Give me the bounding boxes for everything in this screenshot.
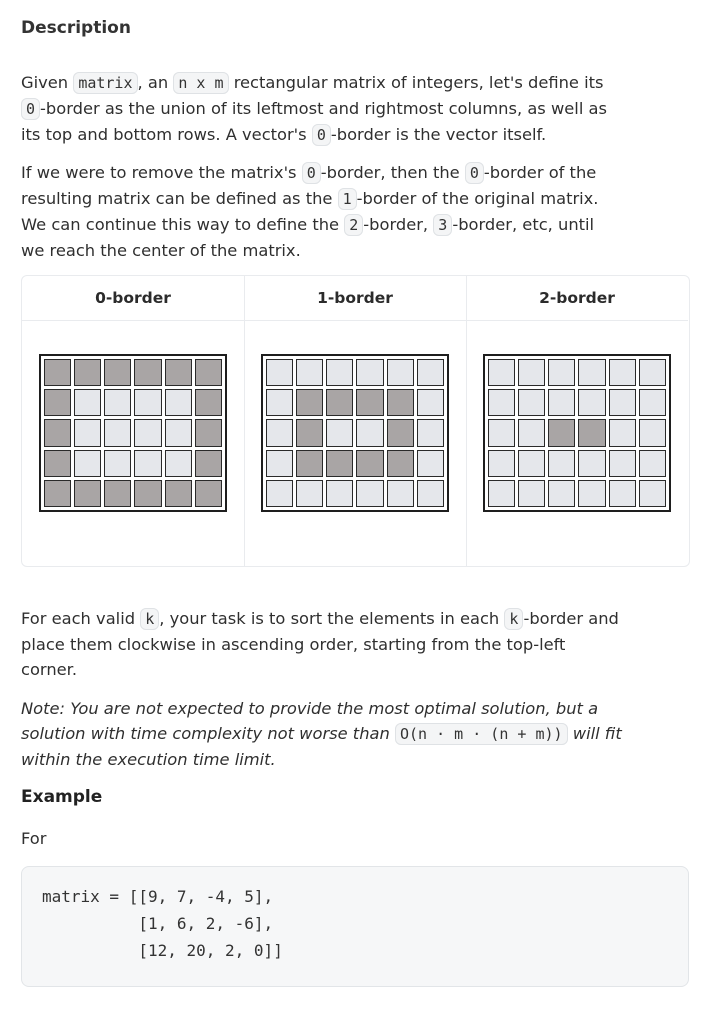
matrix-cell xyxy=(417,389,444,416)
matrix-cell xyxy=(266,450,293,477)
matrix-cell xyxy=(387,450,414,477)
matrix-cell xyxy=(326,450,353,477)
matrix-cell xyxy=(195,389,222,416)
inline-code-zero: 0 xyxy=(302,162,321,184)
text: rectangular matrix of integers, let's define its xyxy=(233,73,604,92)
matrix-cell xyxy=(266,419,293,446)
matrix-cell xyxy=(417,450,444,477)
example-code-block xyxy=(21,866,689,987)
matrix-grid-0-border xyxy=(39,354,227,512)
inline-code-zero: 0 xyxy=(465,162,484,184)
matrix-cell xyxy=(134,389,161,416)
matrix-cell xyxy=(326,389,353,416)
text: -border and xyxy=(523,609,619,628)
inline-code-complexity: O(n · m · (n + m)) xyxy=(395,723,568,745)
matrix-cell xyxy=(195,359,222,386)
matrix-cell xyxy=(134,480,161,507)
matrix-cell xyxy=(548,359,575,386)
matrix-cell xyxy=(518,389,545,416)
matrix-cell xyxy=(104,450,131,477)
matrix-cell xyxy=(165,359,192,386)
column-0-border xyxy=(22,276,245,566)
text: -border of the xyxy=(483,163,597,182)
inline-code-k: k xyxy=(504,608,523,630)
matrix-cell xyxy=(74,450,101,477)
text: Note: You are not expected to provide the most optimal solution, but a xyxy=(21,699,599,718)
matrix-cell xyxy=(165,450,192,477)
text: its top and bottom rows. A vector's xyxy=(21,125,307,144)
code-line: matrix = [[9, 7, -4, 5], xyxy=(42,887,274,906)
matrix-cell xyxy=(195,480,222,507)
table-header: 1-border xyxy=(244,276,466,321)
matrix-cell xyxy=(387,480,414,507)
matrix-cell xyxy=(266,480,293,507)
text: , an xyxy=(137,73,169,92)
column-2-border xyxy=(466,276,688,566)
paragraph-borders xyxy=(21,160,691,263)
matrix-cell xyxy=(578,419,605,446)
matrix-cell xyxy=(548,480,575,507)
matrix-cell xyxy=(609,450,636,477)
text: -border as the union of its leftmost and rightmost columns, as well as xyxy=(40,99,607,118)
matrix-cell xyxy=(518,419,545,446)
paragraph-definition xyxy=(21,70,691,148)
matrix-cell xyxy=(165,480,192,507)
matrix-cell xyxy=(195,419,222,446)
matrix-cell xyxy=(578,480,605,507)
matrix-cell xyxy=(417,419,444,446)
text: For each valid xyxy=(21,609,136,628)
matrix-cell xyxy=(548,389,575,416)
paragraph-task xyxy=(21,606,691,682)
matrix-cell xyxy=(417,359,444,386)
matrix-cell xyxy=(387,419,414,446)
matrix-cell xyxy=(518,450,545,477)
text: will fit xyxy=(572,724,622,743)
matrix-cell xyxy=(44,480,71,507)
matrix-cell xyxy=(104,480,131,507)
matrix-cell xyxy=(609,480,636,507)
matrix-cell xyxy=(387,359,414,386)
text: -border, then the xyxy=(320,163,460,182)
matrix-cell xyxy=(326,359,353,386)
matrix-cell xyxy=(548,419,575,446)
inline-code-zero: 0 xyxy=(21,98,40,120)
text: solution with time complexity not worse than xyxy=(21,724,390,743)
matrix-cell xyxy=(488,419,515,446)
matrix-cell xyxy=(296,480,323,507)
matrix-cell xyxy=(104,359,131,386)
matrix-cell xyxy=(609,359,636,386)
matrix-cell xyxy=(578,359,605,386)
matrix-cell xyxy=(74,359,101,386)
section-heading-example: Example xyxy=(21,787,103,807)
matrix-cell xyxy=(266,389,293,416)
inline-code-zero: 0 xyxy=(312,124,331,146)
text: , your task is to sort the elements in each xyxy=(159,609,500,628)
matrix-cell xyxy=(488,480,515,507)
matrix-cell xyxy=(165,389,192,416)
inline-code-two: 2 xyxy=(344,214,363,236)
matrix-cell xyxy=(296,389,323,416)
inline-code-one: 1 xyxy=(338,188,357,210)
matrix-cell xyxy=(639,480,666,507)
code-line: [1, 6, 2, -6], xyxy=(42,914,274,933)
text: we reach the center of the matrix. xyxy=(21,241,301,260)
matrix-cell xyxy=(387,389,414,416)
inline-code-matrix: matrix xyxy=(73,72,137,94)
matrix-cell xyxy=(74,419,101,446)
matrix-cell xyxy=(356,450,383,477)
matrix-cell xyxy=(417,480,444,507)
text: place them clockwise in ascending order, starting from the top-left xyxy=(21,635,566,654)
matrix-grid-2-border xyxy=(483,354,671,512)
text: -border, xyxy=(363,215,429,234)
matrix-cell xyxy=(488,389,515,416)
text: within the execution time limit. xyxy=(21,750,276,769)
matrix-cell xyxy=(356,419,383,446)
matrix-cell xyxy=(578,450,605,477)
text: Given xyxy=(21,73,69,92)
text: corner. xyxy=(21,660,78,679)
matrix-cell xyxy=(165,419,192,446)
matrix-cell xyxy=(44,419,71,446)
matrix-cell xyxy=(104,389,131,416)
matrix-cell xyxy=(518,359,545,386)
matrix-cell xyxy=(578,389,605,416)
matrix-cell xyxy=(356,359,383,386)
matrix-cell xyxy=(356,389,383,416)
matrix-cell xyxy=(134,450,161,477)
matrix-cell xyxy=(296,450,323,477)
table-header: 2-border xyxy=(466,276,688,321)
matrix-cell xyxy=(296,359,323,386)
matrix-cell xyxy=(548,450,575,477)
matrix-cell xyxy=(326,419,353,446)
matrix-cell xyxy=(266,359,293,386)
text: If we were to remove the matrix's xyxy=(21,163,297,182)
inline-code-three: 3 xyxy=(433,214,452,236)
text: resulting matrix can be defined as the xyxy=(21,189,333,208)
matrix-cell xyxy=(488,359,515,386)
matrix-cell xyxy=(326,480,353,507)
matrix-cell xyxy=(518,480,545,507)
matrix-cell xyxy=(609,419,636,446)
text: -border is the vector itself. xyxy=(330,125,547,144)
inline-code-n-x-m: n x m xyxy=(173,72,228,94)
matrix-cell xyxy=(44,359,71,386)
text: We can continue this way to define the xyxy=(21,215,340,234)
matrix-cell xyxy=(296,419,323,446)
section-heading-description: Description xyxy=(21,18,131,38)
text: -border of the original matrix. xyxy=(356,189,599,208)
matrix-cell xyxy=(134,359,161,386)
matrix-cell xyxy=(639,419,666,446)
matrix-cell xyxy=(195,450,222,477)
table-header: 0-border xyxy=(22,276,244,321)
matrix-cell xyxy=(44,450,71,477)
border-illustration-table xyxy=(21,275,690,567)
matrix-cell xyxy=(639,359,666,386)
matrix-cell xyxy=(639,450,666,477)
matrix-cell xyxy=(134,419,161,446)
matrix-cell xyxy=(104,419,131,446)
matrix-cell xyxy=(356,480,383,507)
inline-code-k: k xyxy=(140,608,159,630)
matrix-cell xyxy=(488,450,515,477)
text: -border, etc, until xyxy=(452,215,595,234)
matrix-grid-1-border xyxy=(261,354,449,512)
code-line: [12, 20, 2, 0]] xyxy=(42,941,283,960)
for-label: For xyxy=(21,829,47,848)
matrix-cell xyxy=(609,389,636,416)
matrix-cell xyxy=(74,480,101,507)
matrix-cell xyxy=(74,389,101,416)
matrix-cell xyxy=(44,389,71,416)
column-1-border xyxy=(244,276,467,566)
matrix-cell xyxy=(639,389,666,416)
paragraph-note xyxy=(21,696,691,772)
